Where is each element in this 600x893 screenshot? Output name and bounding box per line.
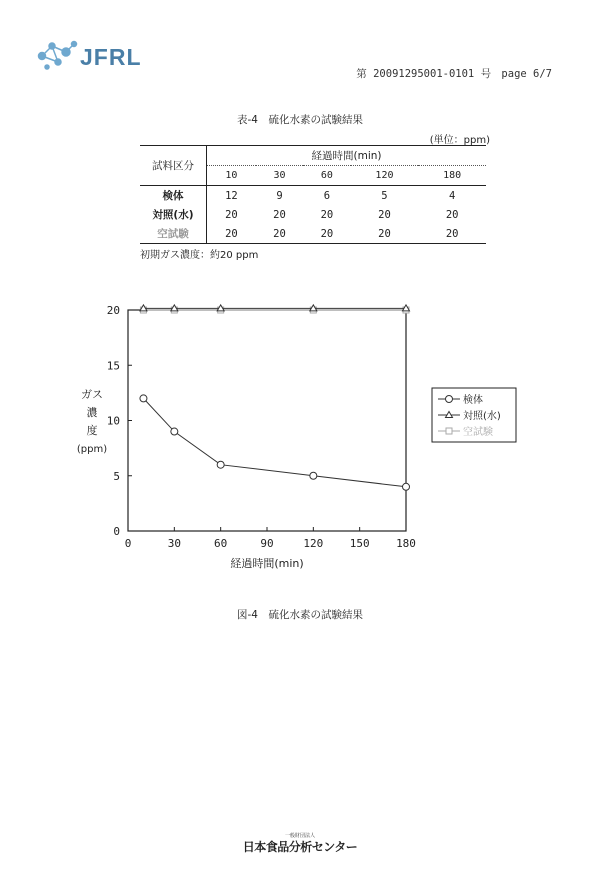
time-col: 30: [273, 170, 286, 181]
data-point: [403, 483, 410, 490]
table-cell: 9: [256, 186, 303, 206]
table-cell: 20: [273, 208, 286, 221]
doc-suffix: 号: [480, 68, 492, 80]
x-tick-label: 0: [124, 537, 132, 550]
x-axis-label: 経過時間(min): [230, 557, 304, 570]
x-tick-label: 90: [260, 537, 274, 550]
y-tick-label: 0: [113, 525, 120, 538]
time-col: 10: [225, 170, 238, 181]
results-table: [140, 145, 486, 244]
row-name: 対照(水): [140, 205, 207, 224]
table-cell: 20: [445, 208, 459, 221]
table-cell: 4: [418, 186, 486, 206]
y-tick-label: 5: [113, 469, 120, 483]
table-header-row: [140, 146, 486, 166]
time-col: 60: [320, 170, 333, 181]
x-tick-label: 30: [167, 537, 181, 550]
y-axis-label: (ppm): [76, 444, 108, 455]
table-cell: 5: [351, 186, 419, 206]
data-point: [140, 395, 147, 402]
line-chart: [0, 300, 600, 600]
footer-org-type: 一般財団法人: [284, 833, 315, 839]
x-tick-label: 60: [214, 537, 228, 550]
data-point: [171, 428, 178, 435]
row-name: 検体: [140, 186, 207, 206]
legend-marker: [446, 396, 453, 403]
table-row: [140, 205, 486, 224]
table-row: [140, 224, 486, 244]
legend-marker: [446, 428, 452, 434]
legend-label: 検体: [463, 395, 483, 406]
table-cell: 20: [418, 224, 486, 244]
x-tick-label: 180: [396, 537, 416, 550]
plot-frame: [128, 310, 406, 531]
data-point: [217, 461, 224, 468]
table-cell: 20: [351, 224, 419, 244]
figure-caption: 図-4 硫化水素の試験結果: [237, 609, 363, 621]
logo-text: JFRL: [80, 44, 142, 70]
table-cell: 20: [303, 224, 350, 244]
table-cell: 20: [320, 208, 334, 221]
table-cell: 6: [303, 186, 350, 206]
table-cell: 20: [207, 224, 256, 244]
footer-org-name: 日本食品分析センター: [242, 840, 358, 854]
y-tick-label: 20: [106, 304, 120, 317]
x-tick-label: 150: [349, 537, 370, 550]
initial-concentration-note: 初期ガス濃度：約20 ppm: [140, 250, 259, 261]
doc-no-label: 第: [356, 68, 367, 80]
time-col: 180: [443, 170, 462, 181]
x-tick-label: 120: [303, 537, 324, 550]
legend-label: 空試験: [463, 427, 493, 438]
y-axis-label: 濃: [86, 406, 98, 419]
table-row: [140, 186, 486, 206]
page-number: page 6/7: [501, 68, 552, 80]
table-title: 表-4 硫化水素の試験結果: [237, 114, 363, 126]
table-cell: 20: [378, 208, 391, 221]
y-tick-label: 10: [106, 414, 120, 428]
table-cell: 20: [256, 224, 303, 244]
row-name: 空試験: [140, 224, 207, 244]
time-col: 120: [375, 170, 394, 181]
y-axis-label: ガス: [81, 388, 103, 401]
table-cell: 12: [207, 186, 256, 206]
table-cell: 20: [225, 208, 238, 221]
y-axis-label: 度: [86, 424, 98, 437]
legend-label: 対照(水): [463, 411, 501, 422]
time-header: 経過時間(min): [207, 146, 487, 166]
row-header: 試料区分: [140, 146, 207, 186]
y-tick-label: 15: [106, 359, 120, 373]
document-reference: [356, 66, 552, 81]
doc-number: 20091295001-0101: [373, 68, 475, 80]
data-point: [310, 472, 317, 479]
table-unit: (単位：ppm): [429, 135, 490, 146]
series-line: [143, 398, 406, 486]
